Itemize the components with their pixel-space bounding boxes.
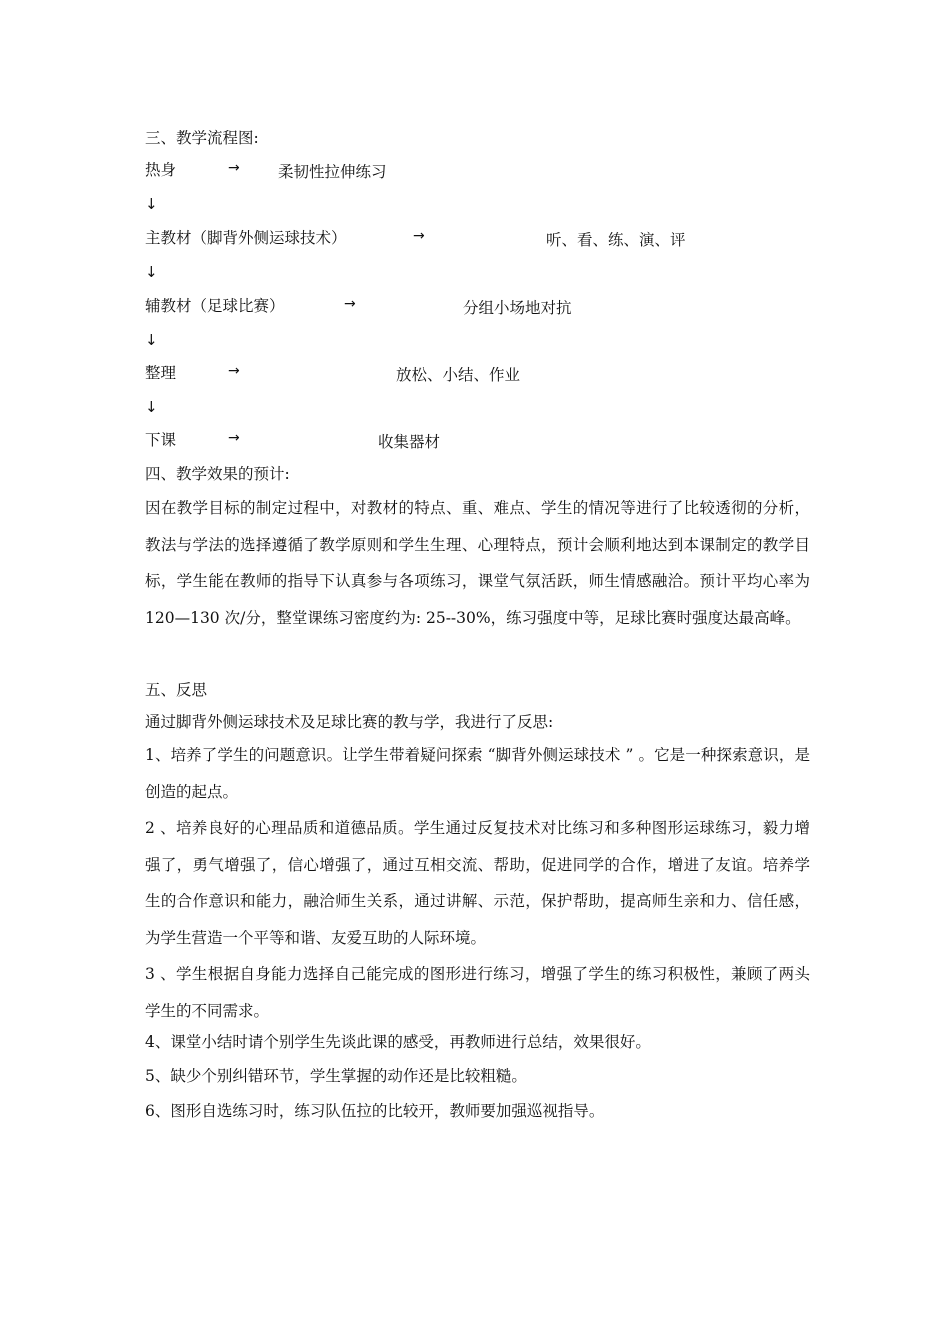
flow-target: 柔韧性拉伸练习 bbox=[278, 163, 387, 181]
section3-heading: 三、教学流程图: bbox=[145, 129, 259, 147]
reflection-item-6: 6、图形自选练习时，练习队伍拉的比较开，教师要加强巡视指导。 bbox=[145, 1102, 605, 1120]
right-arrow-icon: → bbox=[344, 296, 356, 312]
flow-step: 热身 bbox=[145, 161, 177, 179]
down-arrow-icon: ↓ bbox=[145, 398, 158, 416]
flow-target: 听、看、练、演、评 bbox=[546, 231, 686, 249]
flow-target: 分组小场地对抗 bbox=[463, 299, 572, 317]
flow-target: 收集器材 bbox=[378, 433, 441, 451]
right-arrow-icon: → bbox=[413, 228, 425, 244]
down-arrow-icon: ↓ bbox=[145, 263, 158, 281]
reflection-item-4: 4、课堂小结时请个别学生先谈此课的感受，再教师进行总结，效果很好。 bbox=[145, 1033, 651, 1051]
flow-target: 放松、小结、作业 bbox=[396, 366, 521, 384]
reflection-item-1: 1、培养了学生的问题意识。让学生带着疑问探索 “脚背外侧运球技术 ” 。它是一种探索意识，是创造的起点。 bbox=[145, 746, 810, 801]
flow-step: 下课 bbox=[145, 431, 177, 449]
right-arrow-icon: → bbox=[228, 160, 240, 176]
section4-body: 因在教学目标的制定过程中，对教材的特点、重、难点、学生的情况等进行了比较透彻的分析，教法与学法的选择遵循了教学原则和学生生理、心理特点，预计会顺利地达到本课制定的教学目标，学生能在教师的指导下认真参与各项练习，课堂气氛活跃，师生情感融洽。预计平均心率为 120—130 次/分，整堂课练习密度约为: 25--30%，练习强度中等，足球比赛时强度达最高峰。 bbox=[145, 499, 810, 627]
down-arrow-icon: ↓ bbox=[145, 331, 158, 349]
flow-step: 主教材（脚背外侧运球技术） bbox=[145, 229, 347, 247]
flow-step: 整理 bbox=[145, 364, 177, 382]
reflection-item-5: 5、缺少个别纠错环节，学生掌握的动作还是比较粗糙。 bbox=[145, 1067, 527, 1085]
right-arrow-icon: → bbox=[228, 430, 240, 446]
right-arrow-icon: → bbox=[228, 363, 240, 379]
down-arrow-icon: ↓ bbox=[145, 195, 158, 213]
section5-heading: 五、反思 bbox=[145, 681, 208, 699]
section5-intro: 通过脚背外侧运球技术及足球比赛的教与学，我进行了反思: bbox=[145, 713, 554, 731]
reflection-item-3: 3 、学生根据自身能力选择自己能完成的图形进行练习，增强了学生的练习积极性，兼顾了两头学生的不同需求。 bbox=[145, 965, 810, 1020]
section4-heading: 四、教学效果的预计: bbox=[145, 465, 290, 483]
reflection-item-2: 2 、培养良好的心理品质和道德品质。学生通过反复技术对比练习和多种图形运球练习，毅力增强了，勇气增强了，信心增强了，通过互相交流、帮助，促进同学的合作，增进了友谊。培养学生的合作意识和能力，融洽师生关系，通过讲解、示范，保护帮助，提高师生亲和力、信任感，为学生营造一个平等和谐、友爱互助的人际环境。 bbox=[145, 819, 810, 947]
flow-step: 辅教材（足球比赛） bbox=[145, 297, 285, 315]
